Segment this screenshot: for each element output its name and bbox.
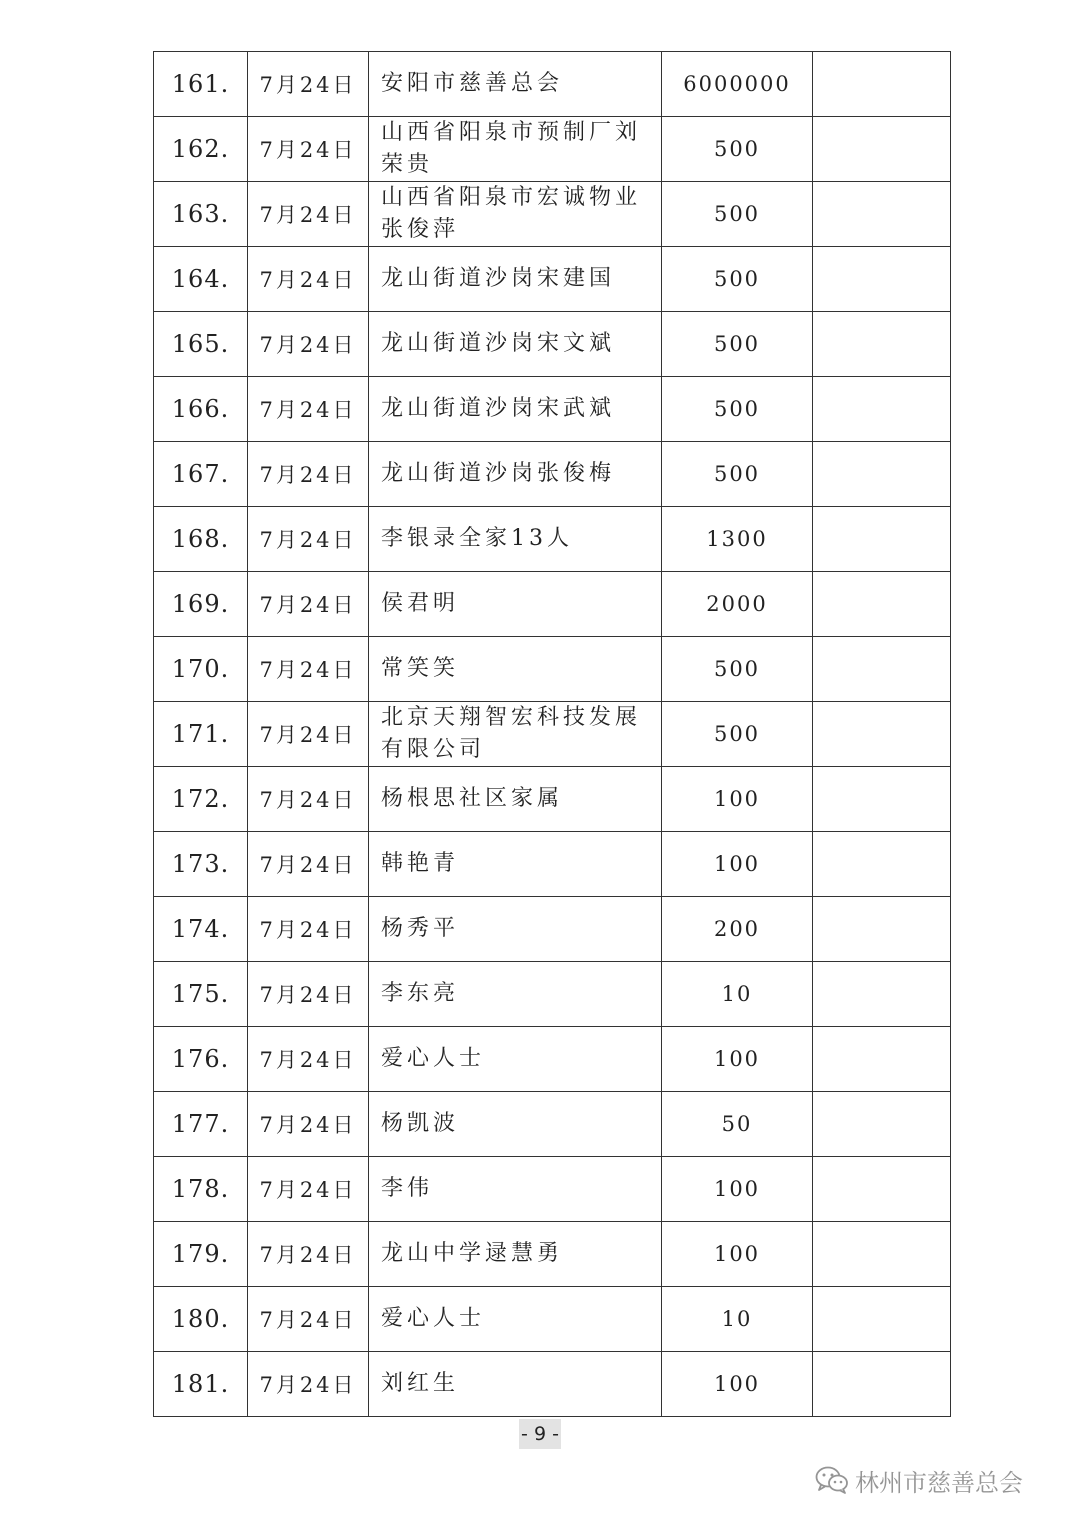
donor-cell: 刘红生	[369, 1352, 662, 1417]
note-cell	[813, 1222, 951, 1287]
donor-cell: 杨秀平	[369, 897, 662, 962]
note-cell	[813, 637, 951, 702]
donor-cell: 爱心人士	[369, 1287, 662, 1352]
note-cell	[813, 962, 951, 1027]
donor-cell: 杨凯波	[369, 1092, 662, 1157]
date-cell: 7月24日	[248, 117, 369, 182]
table-row	[154, 572, 951, 637]
amount-cell: 100	[662, 1352, 813, 1417]
table-row	[154, 767, 951, 832]
amount-cell: 2000	[662, 572, 813, 637]
date-cell: 7月24日	[248, 1157, 369, 1222]
date-cell: 7月24日	[248, 507, 369, 572]
page-number: - 9 -	[519, 1419, 561, 1449]
amount-cell: 100	[662, 1027, 813, 1092]
row-number-cell: 163.	[154, 182, 248, 247]
date-cell: 7月24日	[248, 832, 369, 897]
amount-cell: 6000000	[662, 52, 813, 117]
row-number-cell: 164.	[154, 247, 248, 312]
watermark	[815, 1462, 1023, 1498]
note-cell	[813, 507, 951, 572]
row-number-cell: 161.	[154, 52, 248, 117]
donor-cell: 山西省阳泉市宏诚物业张俊萍	[369, 182, 662, 247]
amount-cell: 500	[662, 117, 813, 182]
table-row	[154, 117, 951, 182]
amount-cell: 100	[662, 1157, 813, 1222]
row-number-cell: 170.	[154, 637, 248, 702]
note-cell	[813, 702, 951, 767]
note-cell	[813, 1287, 951, 1352]
date-cell: 7月24日	[248, 52, 369, 117]
date-cell: 7月24日	[248, 377, 369, 442]
amount-cell: 200	[662, 897, 813, 962]
row-number-cell: 176.	[154, 1027, 248, 1092]
donation-table-container	[153, 51, 927, 1417]
table-row	[154, 1222, 951, 1287]
donor-cell: 爱心人士	[369, 1027, 662, 1092]
row-number-cell: 175.	[154, 962, 248, 1027]
amount-cell: 500	[662, 377, 813, 442]
amount-cell: 500	[662, 247, 813, 312]
amount-cell: 500	[662, 702, 813, 767]
date-cell: 7月24日	[248, 1092, 369, 1157]
table-row	[154, 637, 951, 702]
amount-cell: 50	[662, 1092, 813, 1157]
table-row	[154, 1092, 951, 1157]
date-cell: 7月24日	[248, 1027, 369, 1092]
date-cell: 7月24日	[248, 247, 369, 312]
donor-cell: 常笑笑	[369, 637, 662, 702]
row-number-cell: 178.	[154, 1157, 248, 1222]
donor-cell: 韩艳青	[369, 832, 662, 897]
row-number-cell: 177.	[154, 1092, 248, 1157]
date-cell: 7月24日	[248, 1352, 369, 1417]
row-number-cell: 174.	[154, 897, 248, 962]
donor-cell: 李东亮	[369, 962, 662, 1027]
note-cell	[813, 1027, 951, 1092]
table-row	[154, 247, 951, 312]
amount-cell: 100	[662, 767, 813, 832]
date-cell: 7月24日	[248, 1222, 369, 1287]
table-row	[154, 442, 951, 507]
note-cell	[813, 1157, 951, 1222]
table-row	[154, 832, 951, 897]
note-cell	[813, 377, 951, 442]
note-cell	[813, 442, 951, 507]
row-number-cell: 172.	[154, 767, 248, 832]
date-cell: 7月24日	[248, 897, 369, 962]
table-row	[154, 1352, 951, 1417]
note-cell	[813, 572, 951, 637]
table-row	[154, 182, 951, 247]
donation-table	[153, 51, 951, 1417]
row-number-cell: 162.	[154, 117, 248, 182]
note-cell	[813, 52, 951, 117]
row-number-cell: 165.	[154, 312, 248, 377]
note-cell	[813, 767, 951, 832]
row-number-cell: 179.	[154, 1222, 248, 1287]
donor-cell: 龙山街道沙岗宋文斌	[369, 312, 662, 377]
note-cell	[813, 247, 951, 312]
amount-cell: 10	[662, 1287, 813, 1352]
donor-cell: 安阳市慈善总会	[369, 52, 662, 117]
donor-cell: 龙山中学逯慧勇	[369, 1222, 662, 1287]
date-cell: 7月24日	[248, 572, 369, 637]
row-number-cell: 166.	[154, 377, 248, 442]
donor-cell: 龙山街道沙岗宋建国	[369, 247, 662, 312]
row-number-cell: 168.	[154, 507, 248, 572]
wechat-icon	[815, 1465, 849, 1495]
amount-cell: 500	[662, 442, 813, 507]
table-row	[154, 897, 951, 962]
date-cell: 7月24日	[248, 962, 369, 1027]
donor-cell: 龙山街道沙岗宋武斌	[369, 377, 662, 442]
note-cell	[813, 182, 951, 247]
date-cell: 7月24日	[248, 1287, 369, 1352]
table-row	[154, 962, 951, 1027]
table-row	[154, 1027, 951, 1092]
note-cell	[813, 1352, 951, 1417]
donor-cell: 北京天翔智宏科技发展有限公司	[369, 702, 662, 767]
note-cell	[813, 832, 951, 897]
date-cell: 7月24日	[248, 312, 369, 377]
note-cell	[813, 117, 951, 182]
date-cell: 7月24日	[248, 442, 369, 507]
donor-cell: 杨根思社区家属	[369, 767, 662, 832]
donor-cell: 李伟	[369, 1157, 662, 1222]
note-cell	[813, 312, 951, 377]
amount-cell: 10	[662, 962, 813, 1027]
row-number-cell: 171.	[154, 702, 248, 767]
row-number-cell: 181.	[154, 1352, 248, 1417]
table-row	[154, 377, 951, 442]
row-number-cell: 180.	[154, 1287, 248, 1352]
donor-cell: 李银录全家13人	[369, 507, 662, 572]
donation-table-body	[154, 52, 951, 1417]
amount-cell: 500	[662, 182, 813, 247]
watermark-text: 林州市慈善总会	[855, 1468, 1023, 1497]
amount-cell: 500	[662, 637, 813, 702]
amount-cell: 1300	[662, 507, 813, 572]
date-cell: 7月24日	[248, 637, 369, 702]
date-cell: 7月24日	[248, 767, 369, 832]
note-cell	[813, 897, 951, 962]
donor-cell: 侯君明	[369, 572, 662, 637]
table-row	[154, 702, 951, 767]
amount-cell: 100	[662, 832, 813, 897]
row-number-cell: 167.	[154, 442, 248, 507]
donor-cell: 龙山街道沙岗张俊梅	[369, 442, 662, 507]
amount-cell: 100	[662, 1222, 813, 1287]
amount-cell: 500	[662, 312, 813, 377]
table-row	[154, 52, 951, 117]
table-row	[154, 1157, 951, 1222]
date-cell: 7月24日	[248, 182, 369, 247]
row-number-cell: 169.	[154, 572, 248, 637]
donor-cell: 山西省阳泉市预制厂刘荣贵	[369, 117, 662, 182]
date-cell: 7月24日	[248, 702, 369, 767]
table-row	[154, 1287, 951, 1352]
row-number-cell: 173.	[154, 832, 248, 897]
table-row	[154, 312, 951, 377]
table-row	[154, 507, 951, 572]
note-cell	[813, 1092, 951, 1157]
